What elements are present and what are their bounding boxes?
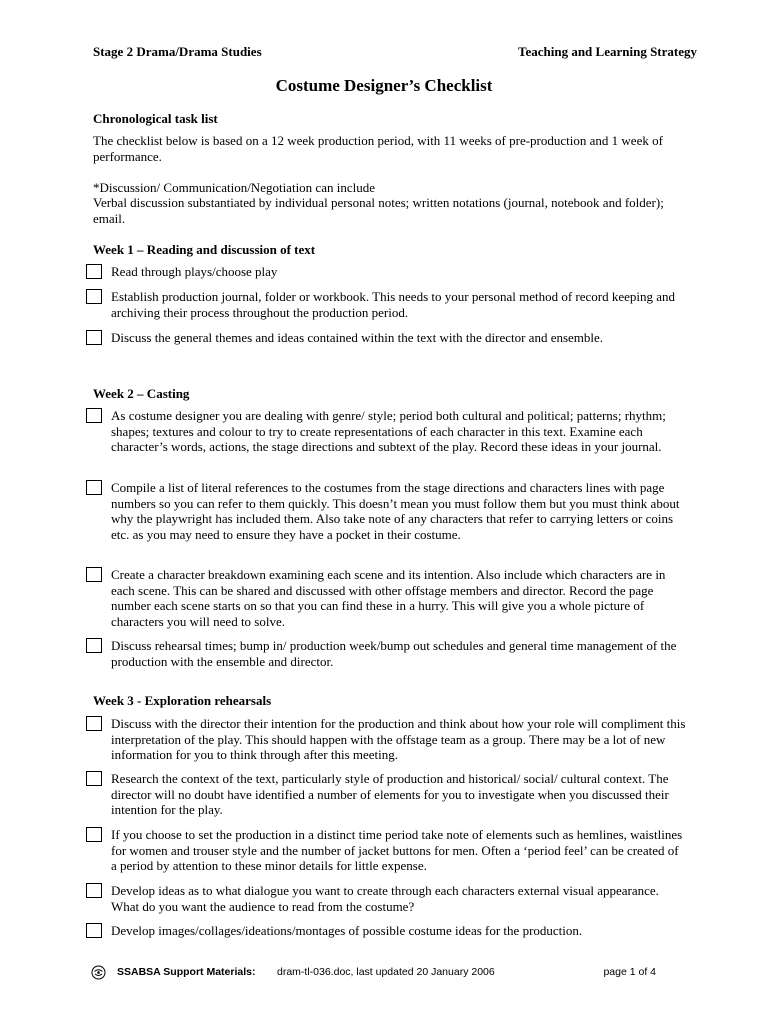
note-line-1: *Discussion/ Communication/Negotiation can include	[93, 180, 375, 195]
checkbox[interactable]	[86, 827, 102, 842]
page-footer	[91, 965, 697, 981]
checklist-item	[86, 883, 686, 914]
checklist-item	[86, 923, 686, 939]
checklist-item-text: Discuss the general themes and ideas contained within the text with the director and ensemble.	[111, 330, 604, 345]
checklist-item-text: Develop ideas as to what dialogue you want to create through each characters external visual appearance. What do you want the audience to read from the costume?	[111, 883, 659, 914]
checklist-item-text: As costume designer you are dealing with genre/ style; period both cultural and political; patterns; rhythm; shapes; textures and colour to try to create representations of each character in this text. Examine each character’s words, actions, the stage directions and subtext of the play. Record these ideas in your journal.	[111, 408, 666, 454]
checklist-item	[86, 330, 686, 346]
checkbox[interactable]	[86, 289, 102, 304]
checkbox[interactable]	[86, 408, 102, 423]
checklist-item-text: Create a character breakdown examining each scene and its intention. Also include which characters are in each scene. This can be shared and discussed with other offstage members and director. Record the page number each scene starts on so that you can find these in a hurry. This will give you a whole picture of characters you will need to solve.	[111, 567, 666, 629]
checklist-item	[86, 289, 686, 320]
week-2-heading: Week 2 – Casting	[93, 386, 190, 401]
checklist-item	[86, 567, 686, 629]
checkbox[interactable]	[86, 330, 102, 345]
checklist-item-text: If you choose to set the production in a distinct time period take note of elements such as hemlines, waistlines for women and trouser style and the number of jacket buttons for men. Often a ‘period feel’ can be created of a period by attention to these minor details for little expense.	[111, 827, 683, 873]
checklist-item-text: Discuss with the director their intention for the production and think about how your role will compliment this interpretation of the play. This should happen with the offstage team as a group. There may be a lot of new information for you to think through after this meeting.	[111, 716, 686, 762]
header-subject: Stage 2 Drama/Drama Studies	[93, 44, 262, 59]
checklist-item	[86, 408, 686, 455]
checklist-item-text: Research the context of the text, particularly style of production and historical/ social/ cultural context. The director will no doubt have identified a number of elements for you to investigate when you discussed their intention for the play.	[111, 771, 669, 817]
checkbox[interactable]	[86, 716, 102, 731]
footer-doc-info: dram-tl-036.doc, last updated 20 January 2006	[277, 966, 495, 978]
note-line-2: Verbal discussion substantiated by individual personal notes; written notations (journal, notebook and folder); email.	[93, 195, 664, 226]
checklist-item-text: Develop images/collages/ideations/montages of possible costume ideas for the production.	[111, 923, 583, 938]
checklist-item	[86, 264, 686, 280]
checkbox[interactable]	[86, 264, 102, 279]
header-strategy: Teaching and Learning Strategy	[517, 44, 697, 59]
checklist-item	[86, 638, 686, 669]
ssabsa-logo-icon	[91, 965, 106, 980]
section-heading: Chronological task list	[93, 111, 218, 126]
checkbox[interactable]	[86, 923, 102, 938]
checklist-item	[86, 771, 686, 818]
checkbox[interactable]	[86, 567, 102, 582]
checklist-item-text: Read through plays/choose play	[111, 264, 278, 279]
footer-page-number: page 1 of 4	[603, 966, 656, 978]
page-title: Costume Designer’s Checklist	[275, 76, 493, 95]
checkbox[interactable]	[86, 638, 102, 653]
intro-paragraph: The checklist below is based on a 12 week production period, with 11 weeks of pre-production and 1 week of performance.	[93, 133, 663, 164]
week-3-heading: Week 3 - Exploration rehearsals	[93, 693, 272, 708]
checklist-item	[86, 716, 686, 763]
checklist-item-text: Compile a list of literal references to the costumes from the stage directions and characters lines with page numbers so you can refer to them quickly. This doesn’t mean you must follow them but you must think about why the playwright has included them. Also take note of any characters that refer to carrying letters or coins etc. as you may need to ensure they have a pocket in their costume.	[111, 480, 680, 542]
checklist-item	[86, 480, 686, 542]
checklist-item-text: Establish production journal, folder or workbook. This needs to your personal method of record keeping and archiving their process throughout the production period.	[111, 289, 676, 320]
footer-org: SSABSA Support Materials:	[117, 966, 256, 978]
checklist-item	[86, 827, 686, 874]
checklist-item-text: Discuss rehearsal times; bump in/ production week/bump out schedules and general time management of the production with the ensemble and director.	[111, 638, 677, 669]
checkbox[interactable]	[86, 480, 102, 495]
week-1-heading: Week 1 – Reading and discussion of text	[93, 242, 316, 257]
checkbox[interactable]	[86, 771, 102, 786]
checkbox[interactable]	[86, 883, 102, 898]
